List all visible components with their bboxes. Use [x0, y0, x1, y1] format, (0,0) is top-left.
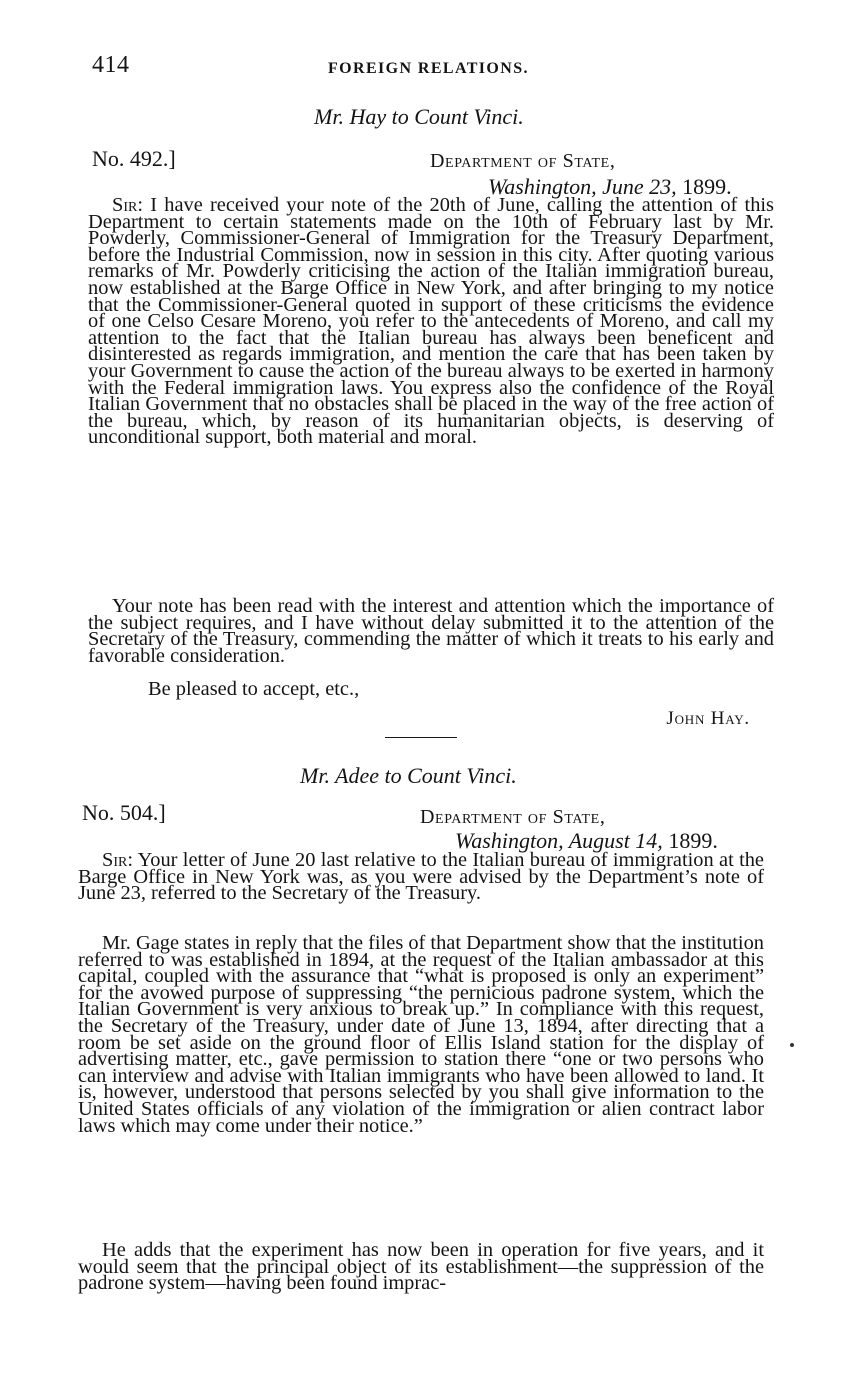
letter-1-place-date: Washington, June 23, — [488, 174, 677, 199]
letter-2-paragraph-2 — [78, 932, 764, 1137]
letter-1-paragraph-2 — [88, 595, 774, 667]
letter-1-closing: Be pleased to accept, etc., — [148, 678, 360, 700]
letter-2-title: Mr. Adee to Count Vinci. — [300, 763, 517, 788]
letter-1-number: No. 492.] — [92, 146, 176, 171]
letter-2-salutation: Sir: — [102, 849, 134, 871]
letter-2-place-date: Washington, August 14, — [455, 828, 663, 853]
page-header — [92, 52, 772, 82]
letter-2-number: No. 504.] — [82, 800, 166, 825]
letter-1-paragraph-1-text: I have received your note of the 20th of June, calling the attention of this Department to certain statements made on the 10th of February last by Mr. Powderly, Commissioner-General of Immigration for the Treasury Department, before the Industrial Commission, now in session in this city. After quoting various remarks of Mr. Powderly criticising the action of the Italian immigration bureau, now established at the Barge Office in New York, and after bringing to my notice that the Commissioner-General quoted in support of these criticisms the evidence of one Celso Cesare Moreno, you refer to the antecedents of Moreno, and call my attention to the fact that the Italian bureau has always been beneficent and disinterested as regards immigration, and mention the care that has been taken by your Government to cause the action of the bureau always to be exerted in harmony with the Federal immigration laws. You express also the confidence of the Royal Italian Government that no obstacles shall be placed in the way of the free action of the bureau, which, by reason of its humanitarian objects, is deserving of unconditional support, both material and moral. — [88, 194, 774, 449]
letter-2-paragraph-3-text: He adds that the experiment has now been in operation for five years, and it would seem that the principal object of its establishment—the suppression of the padrone system—having been found imprac- — [78, 1239, 764, 1295]
letter-1-paragraph-1 — [88, 194, 774, 449]
letter-2-year: 1899. — [668, 828, 718, 853]
letter-2-department: Department of State, — [420, 806, 606, 828]
letter-1-title: Mr. Hay to Count Vinci. — [314, 104, 524, 129]
letter-1-paragraph-2-text: Your note has been read with the interest and attention which the importance of the subject requires, and I have without delay submitted it to the attention of the Secretary of the Treasury, commending the matter of which it treats to his early and favorable consideration. — [88, 595, 774, 667]
print-speck — [790, 1043, 794, 1047]
letter-2-paragraph-3 — [78, 1239, 764, 1295]
letter-1-year: 1899. — [682, 174, 732, 199]
section-divider — [385, 737, 457, 738]
letter-1-signature: John Hay. — [666, 708, 750, 729]
letter-2-paragraph-1-text: Your letter of June 20 last relative to the Italian bureau of immigration at the Barge Office in New York was, as you were advised by the Department’s note of June 23, referred to the Secretary of the Treasury. — [78, 849, 764, 905]
page-number: 414 — [92, 52, 130, 78]
letter-1-department: Department of State, — [430, 150, 616, 172]
letter-2-paragraph-2-text: Mr. Gage states in reply that the files of that Department show that the institution referred to was established in 1894, at the request of the Italian ambassador at this capital, coupled with the assurance that “what is proposed is only an experiment” for the avowed purpose of suppressing “the pernicious padrone system, which the Italian Government is very anxious to break up.” In compliance with this request, the Secretary of the Treasury, under date of June 13, 1894, after directing that a room be set aside on the ground floor of Ellis Island station for the display of advertising matter, etc., gave permission to station there “one or two persons who can interview and advise with Italian immigrants who have been allowed to land. It is, however, understood that persons selected by you shall give information to the United States officials of any violation of the immigration or alien contract labor laws which may come under their notice.” — [78, 932, 764, 1137]
running-head: FOREIGN RELATIONS. — [328, 60, 529, 77]
letter-1-salutation: Sir: — [112, 194, 144, 216]
letter-2-paragraph-1 — [78, 849, 764, 905]
